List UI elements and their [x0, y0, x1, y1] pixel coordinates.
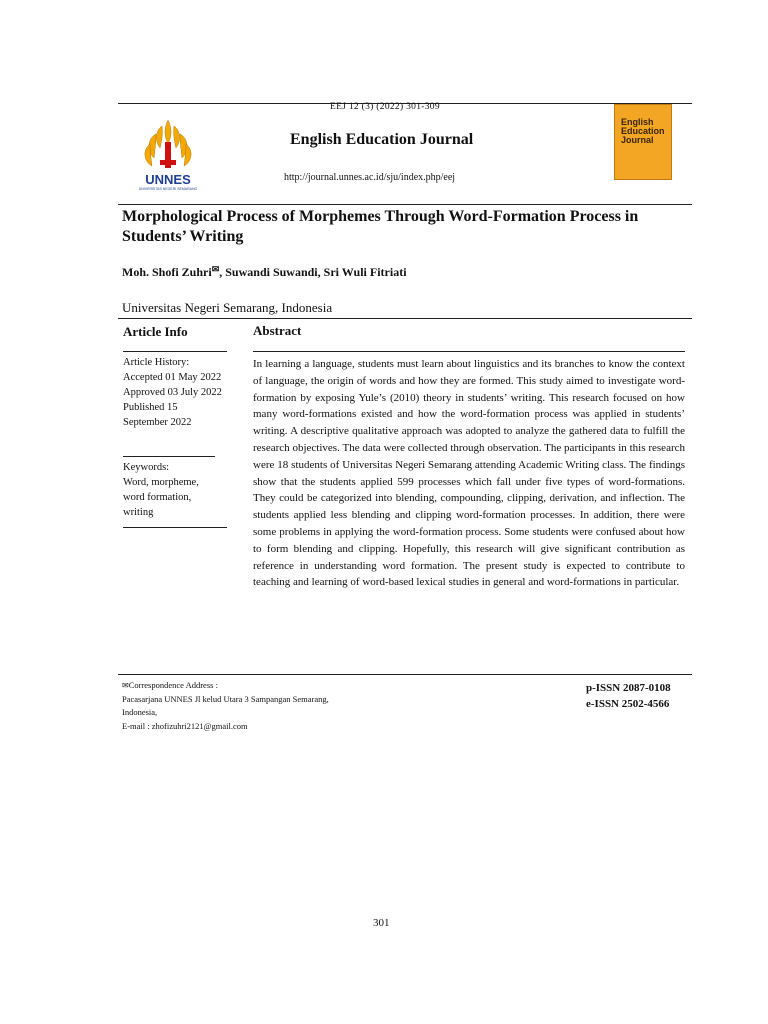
info-divider-2	[123, 456, 215, 457]
email-line[interactable]: E-mail : zhofizuhri2121@gmail.com	[122, 720, 248, 731]
correspondence-label-line	[122, 679, 412, 693]
other-authors: , Suwandi Suwandi, Sri Wuli Fitriati	[219, 265, 407, 279]
journal-url[interactable]: http://journal.unnes.ac.id/sju/index.php/eej	[284, 172, 456, 183]
article-history	[123, 355, 243, 430]
author-list	[122, 264, 407, 280]
electronic-issn: e-ISSN 2502-4566	[586, 698, 670, 710]
info-divider-3	[123, 527, 227, 528]
abstract-heading: Abstract	[253, 323, 302, 338]
journal-title: English Education Journal	[290, 131, 474, 148]
keywords-block	[123, 460, 227, 520]
logo-wordmark: UNNES	[145, 172, 191, 187]
info-top-rule	[118, 318, 692, 319]
address-line-2: Indonesia,	[122, 707, 158, 717]
abstract-text: In learning a language, students must learn about linguistics and its branches to know the context of language, the origin of words and how they are formed. This study aimed to investigate word-formation by exposing Yule’s (2010) theory in students’ writing. This research focused on how many word-formations existed and how the word-formation process was applied in students’ writing. A descriptive qualitative approach was adopted to analyze the gathered data to fulfill the research objectives. The data were collected through observation. The participants in this research were 18 students of Universitas Negeri Semarang attending Academic Writing class. The findings show that the students applied 599 processes which fall under five types of word-formations. They could be categorized into blending, compounding, clipping, derivation, and inflection. The students applied less blending and clipping word-formation processes. In addition, there were some problems in applying the word-formation process. Some students were confused about how to form blending and clipping. Hopefully, this research will give significant contribution as reference in understanding word formation. The present study is expected to contribute to teaching and learning of word-based lexical studies in general and word-formations in particular.	[253, 358, 685, 589]
page-number: 301	[373, 917, 390, 929]
cover-title: English Education Journal	[621, 117, 665, 145]
address-line-1: Pacasarjana UNNES Jl kelud Utara 3 Sampangan Semarang,	[122, 693, 329, 704]
keywords-label: Keywords:	[123, 462, 170, 473]
published-date: Published 15 September 2022	[123, 402, 192, 428]
print-issn: p-ISSN 2087-0108	[586, 682, 671, 694]
article-info-heading: Article Info	[123, 324, 188, 339]
abstract-rule	[253, 351, 685, 352]
info-divider-1	[123, 351, 227, 352]
correspondence-label: Correspondence Address :	[128, 680, 218, 690]
accepted-date: Accepted 01 May 2022	[123, 372, 222, 383]
history-label: Article History:	[123, 357, 190, 368]
keywords-list: Word, morpheme, word formation, writing	[123, 477, 199, 518]
article-title: Morphological Process of Morphemes Through Word-Formation Process in Students’ Writing	[122, 208, 639, 245]
issue-line: EEJ 12 (3) (2022) 301-309	[330, 102, 440, 112]
journal-cover-image	[614, 104, 672, 180]
approved-date: Approved 03 July 2022	[123, 387, 222, 398]
correspondence-block	[122, 679, 412, 733]
first-author: Moh. Shofi Zuhri	[122, 265, 212, 279]
affiliation: Universitas Negeri Semarang, Indonesia	[122, 300, 333, 315]
logo-subtext: UNIVERSITAS NEGERI SEMARANG	[138, 187, 198, 191]
envelope-icon: ✉	[122, 681, 129, 690]
envelope-icon: ✉	[211, 264, 220, 274]
footer-rule	[118, 674, 692, 675]
header-bottom-rule	[118, 204, 692, 205]
